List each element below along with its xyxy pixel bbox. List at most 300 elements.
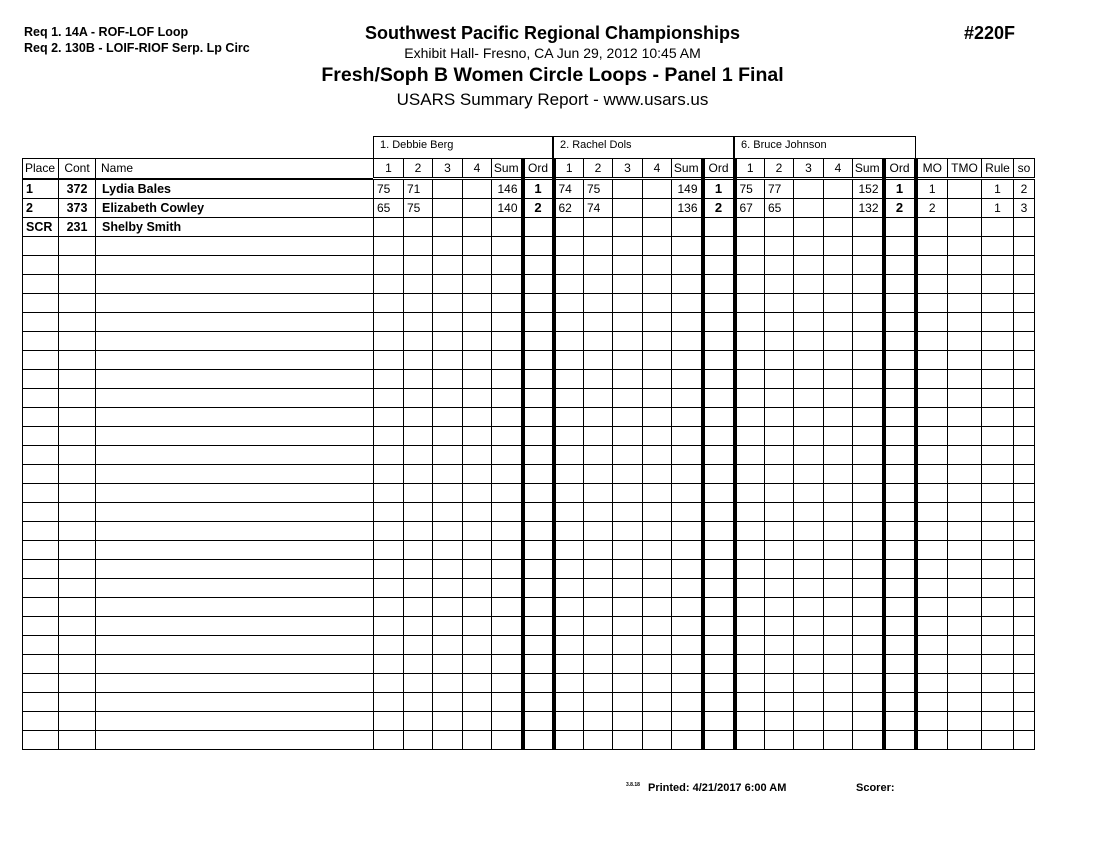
cont-cell (59, 674, 96, 693)
score-cell (433, 294, 463, 313)
score-cell (463, 560, 492, 579)
score-cell (643, 465, 672, 484)
j2-col-4: 4 (643, 159, 672, 179)
score-cell (584, 674, 613, 693)
score-cell (404, 560, 433, 579)
tmo-cell (948, 503, 982, 522)
sum-cell (853, 313, 884, 332)
ordinal-cell (703, 674, 735, 693)
score-cell (765, 332, 794, 351)
score-cell (824, 351, 853, 370)
ordinal-cell (523, 427, 554, 446)
score-cell (794, 465, 824, 484)
cont-cell (59, 541, 96, 560)
table-row (23, 446, 1035, 465)
table-row (23, 199, 1035, 218)
ordinal-cell (703, 275, 735, 294)
score-cell (584, 370, 613, 389)
rule-cell (982, 598, 1014, 617)
cont-cell (59, 617, 96, 636)
score-cell (433, 256, 463, 275)
score-cell (765, 256, 794, 275)
rule-cell (982, 408, 1014, 427)
score-cell (374, 218, 404, 237)
score-cell (765, 275, 794, 294)
score-cell (463, 503, 492, 522)
score-cell (463, 294, 492, 313)
score-cell (404, 427, 433, 446)
sum-cell (672, 655, 703, 674)
place-cell (23, 427, 59, 446)
so-cell (1014, 389, 1035, 408)
mo-cell (916, 446, 948, 465)
mo-cell (916, 598, 948, 617)
ordinal-cell (703, 617, 735, 636)
sum-cell (672, 674, 703, 693)
score-cell (433, 484, 463, 503)
score-cell (735, 674, 765, 693)
score-cell (554, 313, 584, 332)
score-cell (374, 655, 404, 674)
score-cell (554, 655, 584, 674)
score-cell (735, 446, 765, 465)
sum-cell (492, 294, 523, 313)
score-cell (735, 275, 765, 294)
sum-cell (492, 598, 523, 617)
score-cell (824, 446, 853, 465)
place-cell (23, 579, 59, 598)
cont-cell (59, 579, 96, 598)
ordinal-cell (523, 332, 554, 351)
score-cell (643, 541, 672, 560)
score-cell (463, 313, 492, 332)
score-cell (824, 370, 853, 389)
ordinal-cell (523, 351, 554, 370)
sum-cell (492, 731, 523, 750)
ordinal-cell (884, 408, 916, 427)
table-row (23, 465, 1035, 484)
score-cell (824, 674, 853, 693)
mo-cell (916, 503, 948, 522)
score-cell (735, 351, 765, 370)
score-cell (554, 579, 584, 598)
event-number: #220F (964, 23, 1016, 43)
sum-cell: 140 (492, 199, 523, 218)
cont-cell (59, 389, 96, 408)
cont-cell (59, 256, 96, 275)
score-cell (735, 655, 765, 674)
score-cell (794, 408, 824, 427)
place-cell (23, 408, 59, 427)
score-cell (584, 294, 613, 313)
cont-cell (59, 446, 96, 465)
tmo-cell (948, 446, 982, 465)
score-cell (765, 408, 794, 427)
score-cell (433, 674, 463, 693)
score-cell (463, 465, 492, 484)
score-cell (735, 522, 765, 541)
ordinal-cell (884, 332, 916, 351)
score-cell (554, 294, 584, 313)
score-cell (794, 332, 824, 351)
rule-cell (982, 313, 1014, 332)
score-cell (824, 427, 853, 446)
score-cell (643, 560, 672, 579)
ordinal-cell (523, 218, 554, 237)
results-table (22, 158, 1035, 750)
tmo-cell (948, 389, 982, 408)
score-cell (374, 427, 404, 446)
rule-cell: 1 (982, 179, 1014, 199)
score-cell (554, 465, 584, 484)
mo-cell (916, 408, 948, 427)
place-cell (23, 560, 59, 579)
score-cell (433, 427, 463, 446)
score-cell (613, 237, 643, 256)
sum-cell (492, 674, 523, 693)
rule-cell (982, 541, 1014, 560)
sum-cell (853, 731, 884, 750)
j1-col-sum: Sum (492, 159, 523, 179)
score-cell (463, 370, 492, 389)
cont-cell: 231 (59, 218, 96, 237)
place-cell (23, 674, 59, 693)
score-cell (794, 484, 824, 503)
score-cell: 75 (584, 179, 613, 199)
sum-cell (492, 712, 523, 731)
score-cell (433, 712, 463, 731)
score-cell (404, 579, 433, 598)
place-cell (23, 503, 59, 522)
tmo-cell (948, 332, 982, 351)
rule-cell (982, 674, 1014, 693)
j1-col-ord: Ord (523, 159, 554, 179)
j2-col-2: 2 (584, 159, 613, 179)
table-row (23, 541, 1035, 560)
mo-cell (916, 313, 948, 332)
j3-col-2: 2 (765, 159, 794, 179)
mo-cell (916, 389, 948, 408)
rule-cell (982, 237, 1014, 256)
so-cell (1014, 237, 1035, 256)
table-row (23, 313, 1035, 332)
sum-cell (853, 712, 884, 731)
score-cell (613, 560, 643, 579)
score-cell (463, 636, 492, 655)
score-cell (374, 484, 404, 503)
sum-cell (492, 408, 523, 427)
tmo-cell (948, 522, 982, 541)
tmo-cell (948, 731, 982, 750)
table-row (23, 712, 1035, 731)
table-row (23, 522, 1035, 541)
score-cell (613, 522, 643, 541)
score-cell (374, 256, 404, 275)
report-title: USARS Summary Report - www.usars.us (396, 90, 709, 109)
place-cell (23, 446, 59, 465)
score-cell (643, 693, 672, 712)
score-cell (824, 655, 853, 674)
name-cell (96, 313, 374, 332)
tmo-cell (948, 237, 982, 256)
mo-cell (916, 484, 948, 503)
sum-cell (492, 427, 523, 446)
score-cell (554, 351, 584, 370)
score-cell (404, 484, 433, 503)
so-cell (1014, 351, 1035, 370)
table-row (23, 636, 1035, 655)
score-cell (584, 636, 613, 655)
score-cell (613, 199, 643, 218)
place-cell (23, 522, 59, 541)
judge-header-2: 2. Rachel Dols (553, 136, 734, 158)
score-cell (463, 408, 492, 427)
sum-cell (672, 712, 703, 731)
rule-cell (982, 693, 1014, 712)
score-cell (433, 693, 463, 712)
score-cell (794, 541, 824, 560)
cont-cell (59, 693, 96, 712)
score-cell (584, 731, 613, 750)
score-cell (463, 179, 492, 199)
ordinal-cell (884, 636, 916, 655)
score-cell (554, 275, 584, 294)
score-cell (643, 351, 672, 370)
score-cell (554, 389, 584, 408)
sum-cell (853, 522, 884, 541)
score-cell (765, 693, 794, 712)
sum-cell (492, 332, 523, 351)
tmo-cell (948, 617, 982, 636)
score-cell (765, 655, 794, 674)
ordinal-cell (703, 541, 735, 560)
ordinal-cell (703, 712, 735, 731)
tmo-cell (948, 218, 982, 237)
tmo-cell (948, 370, 982, 389)
sum-cell (853, 484, 884, 503)
table-row (23, 560, 1035, 579)
cont-cell (59, 712, 96, 731)
sum-cell: 132 (853, 199, 884, 218)
ordinal-cell (703, 579, 735, 598)
score-cell (735, 370, 765, 389)
table-row (23, 579, 1035, 598)
score-cell (824, 617, 853, 636)
score-cell (584, 484, 613, 503)
score-cell (613, 655, 643, 674)
score-cell (643, 522, 672, 541)
place-cell (23, 617, 59, 636)
tmo-cell (948, 541, 982, 560)
rule-cell (982, 712, 1014, 731)
sum-cell (492, 465, 523, 484)
score-cell (584, 693, 613, 712)
score-cell (404, 237, 433, 256)
score-cell (463, 674, 492, 693)
score-cell (613, 275, 643, 294)
score-cell (824, 465, 853, 484)
place-cell (23, 731, 59, 750)
place-cell (23, 636, 59, 655)
ordinal-cell (703, 446, 735, 465)
place-cell: SCR (23, 218, 59, 237)
score-cell (794, 275, 824, 294)
score-cell (584, 275, 613, 294)
so-cell (1014, 541, 1035, 560)
sum-cell (492, 370, 523, 389)
ordinal-cell (703, 332, 735, 351)
rule-cell (982, 636, 1014, 655)
so-cell (1014, 446, 1035, 465)
score-cell (433, 351, 463, 370)
tmo-cell (948, 351, 982, 370)
score-cell: 74 (554, 179, 584, 199)
score-cell (374, 294, 404, 313)
name-cell: Lydia Bales (96, 179, 374, 199)
ordinal-cell: 2 (523, 199, 554, 218)
sum-cell (492, 275, 523, 294)
score-cell (463, 389, 492, 408)
score-cell (584, 712, 613, 731)
score-cell (794, 617, 824, 636)
score-cell (433, 370, 463, 389)
mo-cell (916, 275, 948, 294)
sum-cell (853, 389, 884, 408)
name-cell (96, 294, 374, 313)
name-cell (96, 427, 374, 446)
score-cell (613, 484, 643, 503)
sum-cell (672, 522, 703, 541)
sum-cell (672, 541, 703, 560)
score-cell (554, 256, 584, 275)
score-cell (613, 218, 643, 237)
sum-cell (853, 256, 884, 275)
col-so: so (1014, 159, 1035, 179)
ordinal-cell (523, 484, 554, 503)
tmo-cell (948, 256, 982, 275)
score-cell (824, 179, 853, 199)
rule-cell (982, 294, 1014, 313)
ordinal-cell (703, 560, 735, 579)
sum-cell: 146 (492, 179, 523, 199)
sum-cell (492, 218, 523, 237)
rule-cell (982, 370, 1014, 389)
score-cell (404, 370, 433, 389)
score-cell: 75 (374, 179, 404, 199)
sum-cell (672, 427, 703, 446)
name-cell (96, 351, 374, 370)
name-cell (96, 655, 374, 674)
so-cell: 3 (1014, 199, 1035, 218)
ordinal-cell (523, 560, 554, 579)
ordinal-cell (884, 446, 916, 465)
ordinal-cell (703, 731, 735, 750)
place-cell (23, 256, 59, 275)
score-cell (584, 465, 613, 484)
tmo-cell (948, 408, 982, 427)
name-cell: Elizabeth Cowley (96, 199, 374, 218)
col-rule: Rule (982, 159, 1014, 179)
score-cell (765, 636, 794, 655)
so-cell (1014, 522, 1035, 541)
score-cell (404, 332, 433, 351)
sum-cell (853, 579, 884, 598)
cont-cell (59, 522, 96, 541)
cont-cell (59, 465, 96, 484)
name-cell (96, 503, 374, 522)
j3-col-1: 1 (735, 159, 765, 179)
score-cell (824, 731, 853, 750)
rule-cell (982, 484, 1014, 503)
so-cell (1014, 484, 1035, 503)
so-cell (1014, 408, 1035, 427)
score-cell (613, 693, 643, 712)
ordinal-cell (703, 655, 735, 674)
score-cell (765, 503, 794, 522)
score-cell (643, 446, 672, 465)
score-cell (374, 275, 404, 294)
sum-cell (853, 655, 884, 674)
score-cell (824, 522, 853, 541)
score-cell (643, 179, 672, 199)
name-cell (96, 446, 374, 465)
ordinal-cell (884, 598, 916, 617)
table-row (23, 332, 1035, 351)
sum-cell (853, 427, 884, 446)
sum-cell (672, 731, 703, 750)
rule-cell (982, 446, 1014, 465)
ordinal-cell (523, 617, 554, 636)
sum-cell (672, 446, 703, 465)
version-label: 3.8.18 (626, 782, 640, 788)
score-cell (824, 598, 853, 617)
tmo-cell (948, 313, 982, 332)
score-cell (613, 408, 643, 427)
score-cell (404, 465, 433, 484)
score-cell (643, 579, 672, 598)
sum-cell (672, 256, 703, 275)
rule-cell (982, 579, 1014, 598)
name-cell (96, 693, 374, 712)
table-row (23, 674, 1035, 693)
score-cell (613, 598, 643, 617)
table-row (23, 294, 1035, 313)
score-cell (765, 294, 794, 313)
name-cell (96, 332, 374, 351)
scorer-label: Scorer: (856, 782, 895, 794)
name-cell (96, 579, 374, 598)
mo-cell: 2 (916, 199, 948, 218)
cont-cell (59, 332, 96, 351)
score-cell (433, 579, 463, 598)
judge-header-1: 1. Debbie Berg (373, 136, 553, 158)
score-cell (824, 408, 853, 427)
mo-cell (916, 617, 948, 636)
rule-cell (982, 503, 1014, 522)
score-cell (643, 408, 672, 427)
score-cell (463, 598, 492, 617)
score-cell (765, 218, 794, 237)
score-cell (765, 598, 794, 617)
sum-cell (492, 693, 523, 712)
so-cell: 2 (1014, 179, 1035, 199)
name-cell (96, 275, 374, 294)
sum-cell (672, 617, 703, 636)
score-cell (463, 256, 492, 275)
score-cell (404, 731, 433, 750)
sum-cell (672, 484, 703, 503)
score-cell (433, 636, 463, 655)
